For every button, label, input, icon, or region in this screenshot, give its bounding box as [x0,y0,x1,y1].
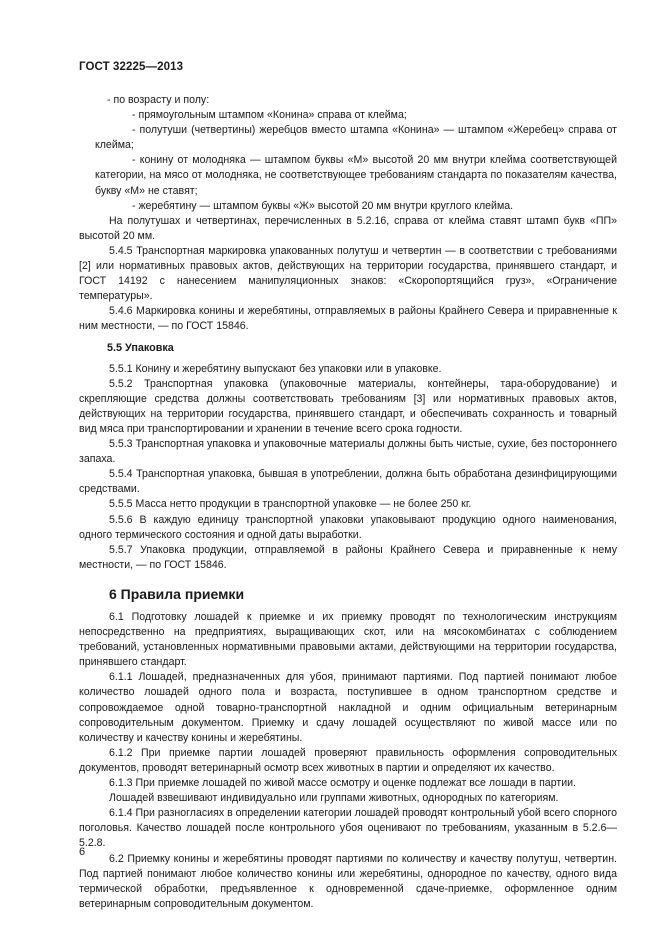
paragraph: 5.5.4 Транспортная упаковка, бывшая в употреблении, должна быть обработана дезинфицирующими средствами. [79,468,617,496]
paragraph: - по возрасту и полу: [107,94,210,106]
paragraph: - полутуши (четвертины) жеребцов вместо штампа «Конина» — штампом «Жеребец» справа от клейма; [95,124,617,152]
paragraph: - жеребятину — штампом буквы «Ж» высотой 20 мм внутри круглого клейма. [132,199,514,212]
paragraph: 5.5.1 Конину и жеребятину выпускают без упаковки или в упаковке. [109,362,442,375]
paragraph: 5.5.6 В каждую единицу транспортной упаковки упаковывают продукцию одного наименования, одного термического состояния и одной даты выработки. [79,513,617,541]
paragraph: 5.4.5 Транспортная маркировка упакованных полутуш и четвертин — в соответствии с требованиями [2] или нормативных правовых актов, действующих на территории государства, принявшего стандарт, и ГОСТ 14192 с нанесением манипуляционных знаков: «Скоропортящийся груз», «Ограничение температуры». [79,244,617,303]
document-body [79,93,617,912]
paragraph: - конину от молодняка — штампом буквы «М» высотой 20 мм внутри клейма соответствующей категории, на мясо от молодняка, не соответствующее требованиям стандарта по показателям качества, букву «М» не ставят; [95,154,617,197]
section-heading: 6 Правила приемки [109,585,245,602]
section-heading: 5.5 Упаковка [107,341,174,354]
paragraph: 5.5.5 Масса нетто продукции в транспортной упаковке — не более 250 кг. [109,498,472,511]
paragraph: - прямоугольным штампом «Конина» справа от клейма; [132,109,407,122]
paragraph: 6.1 Подготовку лошадей к приемке и их приемку проводят по технологическим инструкциям непосредственно на предприятиях, выращивающих скот, или на мясокомбинатах с соблюдением требований, установленных нормативными правовыми актами, действующими на территории государства, принявшего стандарт. [79,611,617,669]
paragraph: 5.5.7 Упаковка продукции, отправляемой в районы Крайнего Севера и приравненные к нему местности, — по ГОСТ 15846. [79,543,617,571]
paragraph: На полутушах и четвертинах, перечисленных в 5.2.16, справа от клейма ставят штамп букв «ПП» высотой 20 мм. [79,214,617,242]
paragraph: 6.1.3 При приемке лошадей по живой массе осмотру и оценке подлежат все лошади в партии. [109,777,576,790]
document-header: ГОСТ 32225—2013 [79,61,184,73]
paragraph: 6.2 Приемку конины и жеребятины проводят партиями по количеству и качеству полутуш, четвертин. Под партией понимают любое количество конины или жеребятины, однородное по качеству, одного вида термической обработки, предъявленное к одновременной сдаче-приемке, оформленное одним ветеринарным сопроводительным документом. [79,852,617,910]
page-number: 6 [79,846,86,858]
paragraph: 6.1.4 При разногласиях в определении категории лошадей проводят контрольный убой всего спорного поголовья. Качество лошадей после контрольного убоя оценивают по требованиям, указанным в 5.2.6—5.2.8. [79,807,617,850]
paragraph: 6.1.2 При приемке партии лошадей проверяют правильность оформления сопроводительных документов, проводят ветеринарный осмотр всех животных в партии и определяют их качество. [79,746,617,774]
paragraph: Лошадей взвешивают индивидуально или группами животных, однородных по категориям. [109,792,559,805]
paragraph: 6.1.1 Лошадей, предназначенных для убоя, принимают партиями. Под партией понимают любое количество лошадей одного пола и возраста, поступившее в одном транспортном средстве и сопровождаемое одной товарно-транспортной накладной и одним официальным ветеринарным сопроводительным документом. Приемку и сдачу лошадей осуществляют по живой массе или по количеству и качеству конины и жеребятины. [79,671,617,744]
paragraph: 5.4.6 Маркировка конины и жеребятины, отправляемых в районы Крайнего Севера и приравненные к ним местности, — по ГОСТ 15846. [79,305,617,333]
paragraph: 5.5.2 Транспортная упаковка (упаковочные материалы, контейнеры, тара-оборудование) и скрепляющие средства должны соответствовать требованиям [3] или нормативных правовых актов, действующих на территории государства, принявшего стандарт, и обеспечивать сохранность и товарный вид мяса при транспортировании и хранении в течение всего срока годности. [79,377,617,435]
paragraph: 5.5.3 Транспортная упаковка и упаковочные материалы должны быть чистые, сухие, без постороннего запаха. [79,438,617,466]
